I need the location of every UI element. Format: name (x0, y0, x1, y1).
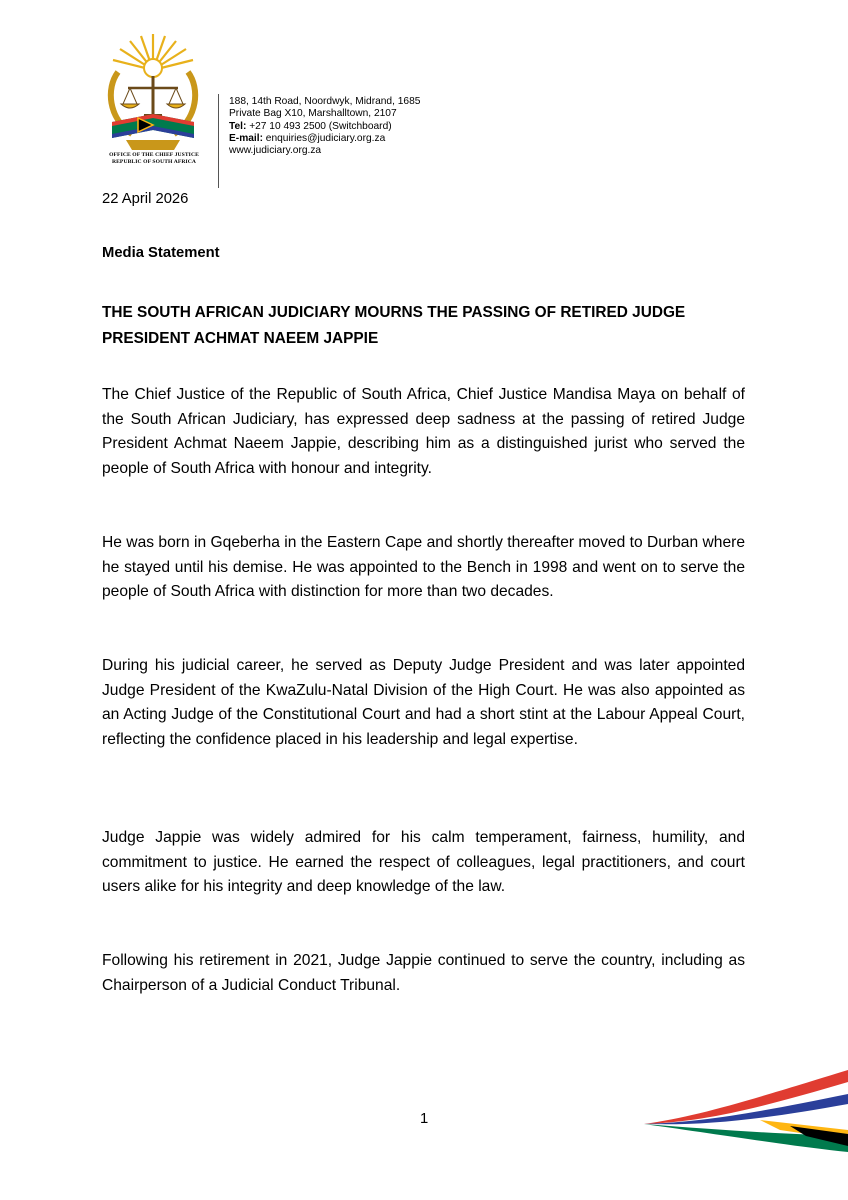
email-line (229, 133, 420, 145)
statement-type: Media Statement (102, 245, 220, 261)
address-line1: 188, 14th Road, Noordwyk, Midrand, 1685 (229, 96, 421, 107)
address-line2: Private Bag X10, Marshalltown, 2107 (229, 108, 397, 120)
email-label: E-mail: (229, 132, 263, 144)
website-link[interactable]: www.judiciary.org.za (229, 145, 322, 157)
body-paragraph-1: The Chief Justice of the Republic of South Africa, Chief Justice Mandisa Maya on behalf of the South African Judiciary, has expressed deep sadness at the passing of retired Judge President Achmat Naeem Jappie, describing him as a distinguished jurist who served the people of South Africa with honour and integrity. (102, 386, 745, 477)
page-number: 1 (420, 1111, 429, 1127)
body-paragraph-3: During his judicial career, he served as Deputy Judge President and was later appointed Judge President of the KwaZulu-Natal Division of the High Court. He was also appointed as an Acting Judge of the Constitutional Court and had a short stint at the Labour Appeal Court, reflecting the confidence placed in his leadership and legal expertise. (102, 657, 745, 748)
telephone-value: +27 10 493 2500 (Switchboard) (246, 120, 392, 132)
body-paragraph-4: Judge Jappie was widely admired for his calm temperament, fairness, humility, and commitment to justice. He earned the respect of colleagues, legal practitioners, and court users alike for his integrity and deep knowledge of the law. (102, 829, 745, 896)
letterhead (98, 30, 518, 165)
crest-caption (98, 152, 210, 166)
telephone-line (229, 121, 420, 133)
body-paragraph-5: Following his retirement in 2021, Judge Jappie continued to serve the country, including as Chairperson of a Judicial Conduct Tribunal. (102, 952, 745, 994)
coat-of-arms-crest-icon (98, 30, 208, 152)
body-paragraph-2: He was born in Gqeberha in the Eastern Cape and shortly thereafter moved to Durban where he stayed until his demise. He was appointed to the Bench in 1998 and went on to serve the people of South Africa with distinction for more than two decades. (102, 534, 745, 601)
letterhead-divider (218, 94, 219, 188)
crest-caption-line2: REPUBLIC OF SOUTH AFRICA (111, 159, 197, 165)
contact-block (229, 96, 420, 157)
telephone-label: Tel: (229, 120, 247, 132)
crest-caption-line1: OFFICE OF THE CHIEF JUSTICE (109, 152, 199, 158)
email-value[interactable]: enquiries@judiciary.org.za (262, 132, 386, 144)
sa-flag-swoosh-icon (640, 1060, 848, 1200)
statement-date: 22 April 2026 (102, 191, 189, 207)
statement-headline: THE SOUTH AFRICAN JUDICIARY MOURNS THE PASSING OF RETIRED JUDGE PRESIDENT ACHMAT NAEEM JAPPIE (102, 304, 686, 347)
